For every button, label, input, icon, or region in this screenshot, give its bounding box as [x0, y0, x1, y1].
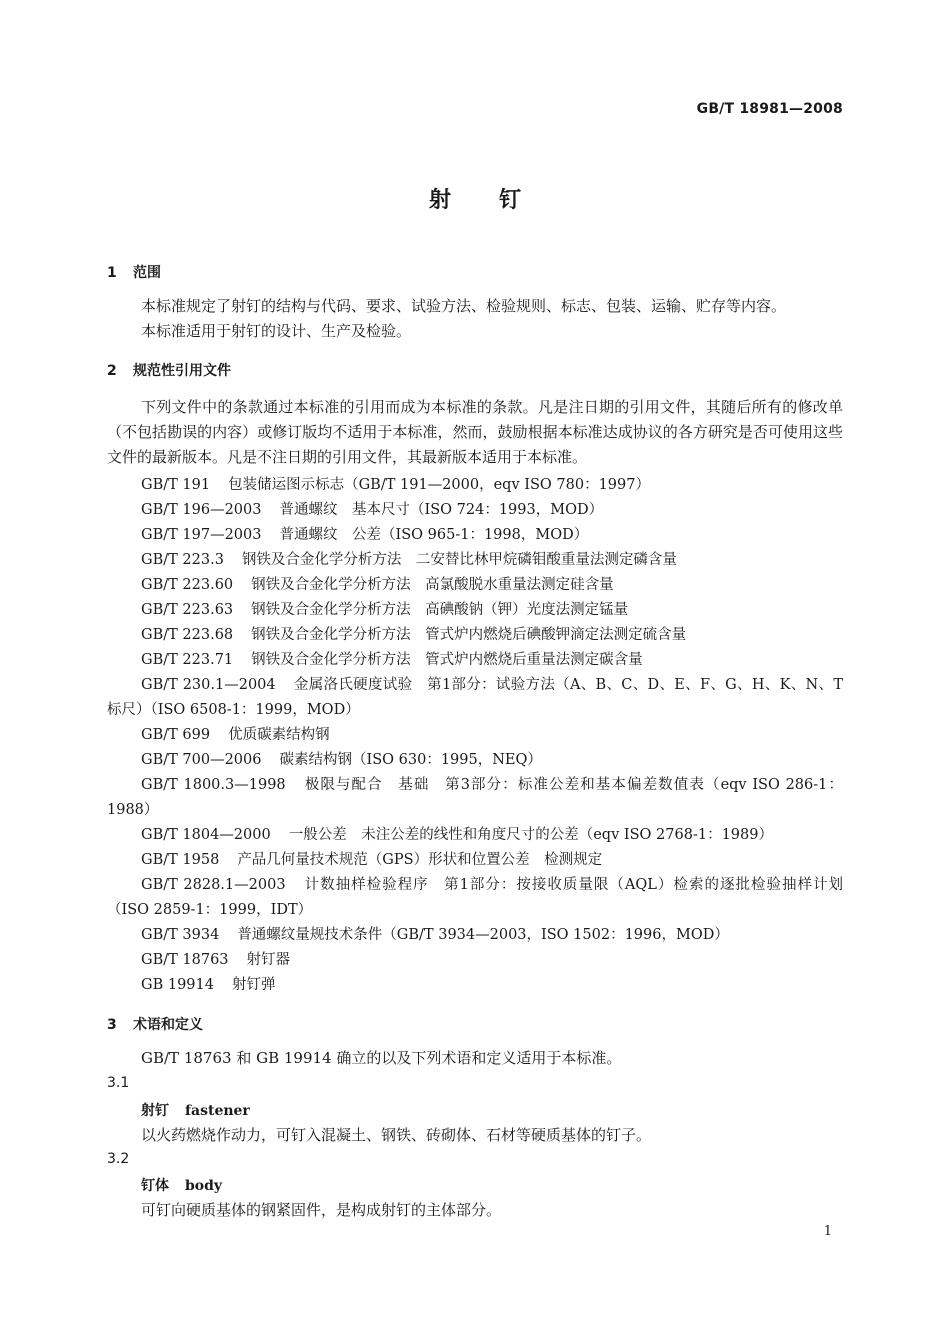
- term-name: [141, 1175, 222, 1195]
- term-name-en: body: [185, 1178, 223, 1194]
- reference-item: [141, 748, 542, 769]
- reference-title: 钢铁及合金化学分析方法 高氯酸脱水重量法测定硅含量: [251, 577, 614, 593]
- term-name-zh: 钉体: [141, 1178, 169, 1194]
- reference-item: [141, 573, 614, 594]
- reference-title: 普通螺纹 基本尺寸（ISO 724：1993，MOD）: [279, 502, 604, 518]
- reference-title: 钢铁及合金化学分析方法 管式炉内燃烧后碘酸钾滴定法测定硫含量: [251, 627, 687, 643]
- reference-title: 射钉器: [246, 952, 291, 968]
- term-definition: 以火药燃烧作动力，可钉入混凝土、钢铁、砖砌体、石材等硬质基体的钉子。: [141, 1126, 652, 1144]
- reference-item: [107, 873, 843, 923]
- reference-title: 优质碳素结构钢: [228, 727, 330, 743]
- reference-title: 包装储运图示标志（GB/T 191—2000，eqv ISO 780：1997）: [228, 477, 650, 493]
- reference-item: [141, 473, 650, 494]
- section-2-heading: [107, 360, 231, 380]
- section-number: 2: [107, 363, 117, 379]
- reference-item: [141, 723, 330, 744]
- term-name-zh: 射钉: [141, 1103, 169, 1119]
- reference-code: GB/T 230.1—2004: [141, 677, 276, 693]
- reference-item: [141, 948, 290, 969]
- reference-code: GB/T 223.3: [141, 552, 224, 568]
- section-3-heading: [107, 1014, 203, 1034]
- reference-title: 普通螺纹 公差（ISO 965-1：1998，MOD）: [279, 527, 589, 543]
- reference-title: 产品几何量技术规范（GPS）形状和位置公差 检测规定: [237, 852, 603, 868]
- reference-code: GB/T 223.71: [141, 652, 234, 668]
- reference-code: GB/T 196—2003: [141, 502, 262, 518]
- reference-item: [141, 648, 643, 669]
- reference-title: 计数抽样检验程序 第1部分：按接收质量限（AQL）检索的逐批检验抽样计划（ISO 2859-1：1999，IDT）: [107, 877, 844, 918]
- reference-code: GB/T 2828.1—2003: [141, 877, 286, 893]
- page-title: 射钉: [428, 188, 569, 213]
- reference-item: [141, 548, 677, 569]
- reference-item: [141, 598, 628, 619]
- scope-paragraph: 本标准规定了射钉的结构与代码、要求、试验方法、检验规则、标志、包装、运输、贮存等内容。: [141, 297, 787, 315]
- reference-item: [141, 623, 686, 644]
- reference-code: GB/T 191: [141, 477, 211, 493]
- reference-item: [141, 523, 588, 544]
- reference-item: [141, 923, 729, 944]
- reference-title: 钢铁及合金化学分析方法 二安替比林甲烷磷钼酸重量法测定磷含量: [241, 552, 677, 568]
- reference-item: [107, 673, 843, 723]
- section-title: 术语和定义: [133, 1017, 203, 1033]
- reference-code: GB/T 223.60: [141, 577, 234, 593]
- reference-code: GB/T 1800.3—1998: [141, 777, 286, 793]
- reference-code: GB/T 197—2003: [141, 527, 262, 543]
- section-title: 规范性引用文件: [133, 363, 231, 379]
- term-number: 3.1: [107, 1075, 130, 1091]
- section-1-heading: [107, 262, 161, 282]
- section-number: 3: [107, 1017, 117, 1033]
- reference-title: 极限与配合 基础 第3部分：标准公差和基本偏差数值表（eqv ISO 286-1：1988）: [107, 777, 843, 818]
- section-title: 范围: [133, 265, 161, 281]
- scope-paragraph: 本标准适用于射钉的设计、生产及检验。: [141, 322, 412, 340]
- reference-code: GB/T 700—2006: [141, 752, 262, 768]
- reference-title: 钢铁及合金化学分析方法 管式炉内燃烧后重量法测定碳含量: [251, 652, 643, 668]
- reference-code: GB/T 18763: [141, 952, 229, 968]
- reference-code: GB/T 223.63: [141, 602, 234, 618]
- reference-title: 金属洛氏硬度试验 第1部分：试验方法（A、B、C、D、E、F、G、H、K、N、T标尺）（ISO 6508-1：1999，MOD）: [107, 677, 843, 718]
- term-number: 3.2: [107, 1151, 130, 1167]
- terms-intro: GB/T 18763 和 GB 19914 确立的以及下列术语和定义适用于本标准。: [141, 1049, 622, 1067]
- reference-item: [141, 498, 603, 519]
- reference-code: GB 19914: [141, 977, 214, 993]
- reference-item: [141, 848, 602, 869]
- reference-code: GB/T 223.68: [141, 627, 234, 643]
- section-number: 1: [107, 265, 117, 281]
- reference-code: GB/T 1958: [141, 852, 220, 868]
- term-name: [141, 1100, 250, 1120]
- term-name-en: fastener: [185, 1103, 250, 1119]
- reference-title: 碳素结构钢（ISO 630：1995，NEQ）: [279, 752, 542, 768]
- reference-title: 钢铁及合金化学分析方法 高碘酸钠（钾）光度法测定锰量: [251, 602, 629, 618]
- reference-item: [141, 823, 773, 844]
- reference-title: 一般公差 未注公差的线性和角度尺寸的公差（eqv ISO 2768-1：1989）: [288, 827, 773, 843]
- reference-title: 射钉弹: [231, 977, 276, 993]
- reference-item: [141, 973, 275, 994]
- reference-code: GB/T 699: [141, 727, 211, 743]
- standard-number: GB/T 18981—2008: [696, 101, 843, 117]
- reference-code: GB/T 1804—2000: [141, 827, 271, 843]
- term-definition: 可钉向硬质基体的钢紧固件，是构成射钉的主体部分。: [141, 1201, 502, 1219]
- reference-title: 普通螺纹量规技术条件（GB/T 3934—2003，ISO 1502：1996，MOD）: [237, 927, 729, 943]
- normative-references-intro: 下列文件中的条款通过本标准的引用而成为本标准的条款。凡是注日期的引用文件，其随后所有的修改单（不包括勘误的内容）或修订版均不适用于本标准，然而，鼓励根据本标准达成协议的各方研究是否可使用这些文件的最新版本。凡是不注日期的引用文件，其最新版本适用于本标准。: [107, 398, 843, 466]
- reference-code: GB/T 3934: [141, 927, 220, 943]
- reference-item: [107, 773, 843, 823]
- page-number: 1: [823, 1224, 832, 1239]
